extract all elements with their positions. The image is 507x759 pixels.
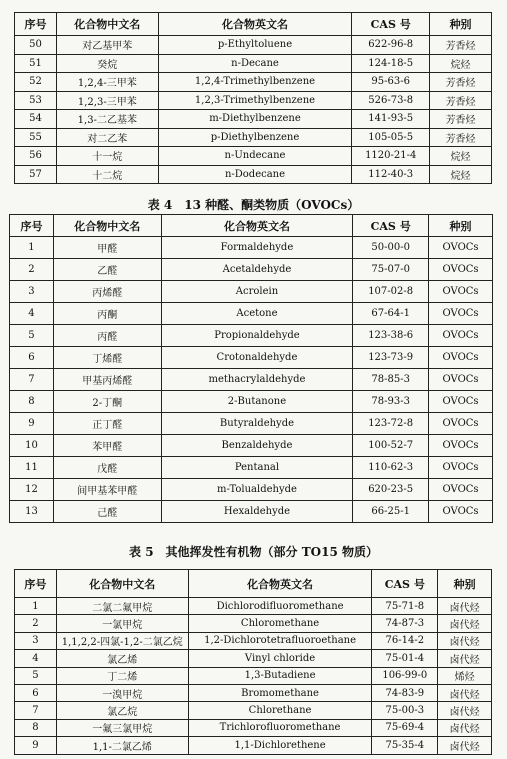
- cell-cas-number: 526-73-8: [352, 91, 430, 110]
- table-row: [10, 413, 493, 435]
- cell-chinese-name: 1,2,3-三甲苯: [56, 91, 158, 110]
- cell-category: 芳香烃: [430, 128, 492, 147]
- table-header-row: [15, 570, 492, 598]
- cell-english-name: m-Tolualdehyde: [161, 479, 353, 501]
- table-row: [15, 632, 492, 649]
- table-row: [15, 128, 492, 147]
- header-category: 种别: [429, 215, 493, 237]
- table-row: [15, 650, 492, 667]
- cell-cas-number: 78-93-3: [353, 391, 429, 413]
- cell-category: 卤代烃: [438, 719, 492, 736]
- cell-index: 10: [10, 435, 54, 457]
- cell-index: 5: [15, 667, 57, 684]
- cell-cas-number: 123-73-9: [353, 347, 429, 369]
- cell-chinese-name: 1,1-二氯乙烯: [56, 737, 188, 754]
- cell-cas-number: 141-93-5: [352, 110, 430, 129]
- cell-cas-number: 622-96-8: [352, 36, 430, 55]
- cell-cas-number: 123-38-6: [353, 325, 429, 347]
- header-english-name: 化合物英文名: [161, 215, 353, 237]
- cell-english-name: n-Decane: [158, 54, 352, 73]
- cell-category: OVOCs: [429, 303, 493, 325]
- table-row: [15, 165, 492, 184]
- cell-category: 芳香烃: [430, 91, 492, 110]
- cell-chinese-name: 甲基丙烯醛: [53, 369, 161, 391]
- cell-cas-number: 50-00-0: [353, 237, 429, 259]
- cell-index: 57: [15, 165, 57, 184]
- cell-english-name: Acrolein: [161, 281, 353, 303]
- cell-chinese-name: 1,2,4-三甲苯: [56, 73, 158, 92]
- header-cas-number: CAS 号: [372, 570, 438, 598]
- cell-cas-number: 75-07-0: [353, 259, 429, 281]
- cell-english-name: 1,2-Dichlorotetrafluoroethane: [188, 632, 372, 649]
- cell-chinese-name: 乙醛: [53, 259, 161, 281]
- cell-english-name: Dichlorodifluoromethane: [188, 598, 372, 615]
- cell-index: 12: [10, 479, 54, 501]
- cell-cas-number: 106-99-0: [372, 667, 438, 684]
- cell-index: 51: [15, 54, 57, 73]
- table-row: [15, 91, 492, 110]
- cell-cas-number: 124-18-5: [352, 54, 430, 73]
- table-header-row: [10, 215, 493, 237]
- cell-index: 13: [10, 501, 54, 523]
- table-row: [10, 479, 493, 501]
- cell-cas-number: 74-87-3: [372, 615, 438, 632]
- cell-cas-number: 620-23-5: [353, 479, 429, 501]
- table-row: [15, 684, 492, 701]
- cell-cas-number: 112-40-3: [352, 165, 430, 184]
- cell-cas-number: 100-52-7: [353, 435, 429, 457]
- table-row: [15, 598, 492, 615]
- cell-english-name: Vinyl chloride: [188, 650, 372, 667]
- table-row: [15, 702, 492, 719]
- cell-index: 55: [15, 128, 57, 147]
- cell-category: OVOCs: [429, 237, 493, 259]
- cell-chinese-name: 1,1,2,2-四氯-1,2-二氯乙烷: [56, 632, 188, 649]
- cell-index: 6: [15, 684, 57, 701]
- cell-index: 4: [10, 303, 54, 325]
- cell-category: 卤代烃: [438, 632, 492, 649]
- cell-index: 5: [10, 325, 54, 347]
- table-row: [15, 615, 492, 632]
- cell-index: 52: [15, 73, 57, 92]
- header-category: 种别: [430, 13, 492, 36]
- cell-english-name: Acetone: [161, 303, 353, 325]
- cell-index: 56: [15, 147, 57, 166]
- header-cas-number: CAS 号: [352, 13, 430, 36]
- cell-english-name: Propionaldehyde: [161, 325, 353, 347]
- cell-index: 9: [15, 737, 57, 754]
- cell-english-name: 2-Butanone: [161, 391, 353, 413]
- header-category: 种别: [438, 570, 492, 598]
- cell-english-name: Hexaldehyde: [161, 501, 353, 523]
- cell-index: 53: [15, 91, 57, 110]
- table-row: [10, 281, 493, 303]
- table5-caption: 表 5 其他挥发性有机物（部分 TO15 物质）: [129, 545, 378, 559]
- header-index: 序号: [15, 13, 57, 36]
- cell-chinese-name: 丁烯醛: [53, 347, 161, 369]
- cell-english-name: Benzaldehyde: [161, 435, 353, 457]
- cell-english-name: Acetaldehyde: [161, 259, 353, 281]
- cell-index: 3: [15, 632, 57, 649]
- cell-category: OVOCs: [429, 479, 493, 501]
- table-row: [10, 369, 493, 391]
- cell-chinese-name: 丁二烯: [56, 667, 188, 684]
- cell-chinese-name: 2-丁酮: [53, 391, 161, 413]
- cell-category: 芳香烃: [430, 73, 492, 92]
- table-row: [10, 259, 493, 281]
- cell-chinese-name: 对二乙苯: [56, 128, 158, 147]
- cell-chinese-name: 一氟三氯甲烷: [56, 719, 188, 736]
- header-index: 序号: [15, 570, 57, 598]
- cell-english-name: n-Dodecane: [158, 165, 352, 184]
- cell-chinese-name: 十一烷: [56, 147, 158, 166]
- cell-index: 54: [15, 110, 57, 129]
- cell-category: OVOCs: [429, 347, 493, 369]
- cell-english-name: Bromomethane: [188, 684, 372, 701]
- cell-category: 卤代烃: [438, 650, 492, 667]
- cell-english-name: Chloromethane: [188, 615, 372, 632]
- cell-index: 3: [10, 281, 54, 303]
- cell-chinese-name: 癸烷: [56, 54, 158, 73]
- table-row: [10, 347, 493, 369]
- cell-english-name: Trichlorofluoromethane: [188, 719, 372, 736]
- cell-cas-number: 75-01-4: [372, 650, 438, 667]
- table-row: [15, 147, 492, 166]
- cell-category: OVOCs: [429, 325, 493, 347]
- other-voc-table: [14, 569, 492, 755]
- cell-chinese-name: 己醛: [53, 501, 161, 523]
- aromatic-alkane-table: [14, 12, 492, 184]
- table-row: [15, 54, 492, 73]
- table-row: [15, 737, 492, 754]
- cell-category: OVOCs: [429, 281, 493, 303]
- cell-cas-number: 66-25-1: [353, 501, 429, 523]
- cell-english-name: n-Undecane: [158, 147, 352, 166]
- cell-chinese-name: 二氯二氟甲烷: [56, 598, 188, 615]
- cell-category: 芳香烃: [430, 36, 492, 55]
- cell-chinese-name: 戊醛: [53, 457, 161, 479]
- cell-index: 4: [15, 650, 57, 667]
- table-header-row: [15, 13, 492, 36]
- header-index: 序号: [10, 215, 54, 237]
- cell-english-name: Formaldehyde: [161, 237, 353, 259]
- cell-category: 卤代烃: [438, 737, 492, 754]
- cell-index: 8: [10, 391, 54, 413]
- table4-caption: 表 4 13 种醛、酮类物质（OVOCs）: [147, 198, 360, 212]
- table-row: [15, 719, 492, 736]
- cell-chinese-name: 苯甲醛: [53, 435, 161, 457]
- cell-category: OVOCs: [429, 413, 493, 435]
- header-chinese-name: 化合物中文名: [53, 215, 161, 237]
- cell-cas-number: 75-00-3: [372, 702, 438, 719]
- cell-chinese-name: 正丁醛: [53, 413, 161, 435]
- cell-index: 9: [10, 413, 54, 435]
- cell-category: OVOCs: [429, 391, 493, 413]
- cell-chinese-name: 一溴甲烷: [56, 684, 188, 701]
- cell-chinese-name: 甲醛: [53, 237, 161, 259]
- cell-index: 8: [15, 719, 57, 736]
- cell-category: 烷烃: [430, 54, 492, 73]
- cell-chinese-name: 对乙基甲苯: [56, 36, 158, 55]
- cell-english-name: 1,3-Butadiene: [188, 667, 372, 684]
- cell-category: 烷烃: [430, 147, 492, 166]
- cell-english-name: Chlorethane: [188, 702, 372, 719]
- cell-english-name: 1,2,4-Trimethylbenzene: [158, 73, 352, 92]
- cell-chinese-name: 间甲基苯甲醛: [53, 479, 161, 501]
- table-row: [15, 73, 492, 92]
- header-cas-number: CAS 号: [353, 215, 429, 237]
- cell-english-name: p-Diethylbenzene: [158, 128, 352, 147]
- cell-english-name: methacrylaldehyde: [161, 369, 353, 391]
- cell-cas-number: 123-72-8: [353, 413, 429, 435]
- table-row: [10, 501, 493, 523]
- cell-category: 烷烃: [430, 165, 492, 184]
- header-english-name: 化合物英文名: [188, 570, 372, 598]
- cell-category: 芳香烃: [430, 110, 492, 129]
- cell-index: 1: [10, 237, 54, 259]
- cell-chinese-name: 十二烷: [56, 165, 158, 184]
- cell-chinese-name: 一氯甲烷: [56, 615, 188, 632]
- cell-cas-number: 76-14-2: [372, 632, 438, 649]
- cell-category: OVOCs: [429, 501, 493, 523]
- cell-index: 11: [10, 457, 54, 479]
- cell-category: OVOCs: [429, 435, 493, 457]
- table-row: [10, 237, 493, 259]
- cell-category: OVOCs: [429, 259, 493, 281]
- cell-chinese-name: 氯乙烷: [56, 702, 188, 719]
- cell-category: OVOCs: [429, 369, 493, 391]
- cell-english-name: Butyraldehyde: [161, 413, 353, 435]
- cell-category: 卤代烃: [438, 615, 492, 632]
- cell-cas-number: 75-69-4: [372, 719, 438, 736]
- cell-index: 2: [10, 259, 54, 281]
- cell-category: 卤代烃: [438, 684, 492, 701]
- ovocs-table: [9, 214, 493, 523]
- cell-cas-number: 110-62-3: [353, 457, 429, 479]
- cell-english-name: m-Diethylbenzene: [158, 110, 352, 129]
- cell-english-name: 1,2,3-Trimethylbenzene: [158, 91, 352, 110]
- cell-index: 2: [15, 615, 57, 632]
- cell-category: OVOCs: [429, 457, 493, 479]
- cell-english-name: p-Ethyltoluene: [158, 36, 352, 55]
- table-row: [15, 36, 492, 55]
- cell-cas-number: 105-05-5: [352, 128, 430, 147]
- cell-chinese-name: 氯乙烯: [56, 650, 188, 667]
- table-row: [10, 457, 493, 479]
- table-row: [10, 391, 493, 413]
- table-row: [10, 325, 493, 347]
- table-row: [15, 667, 492, 684]
- cell-index: 50: [15, 36, 57, 55]
- table-row: [10, 303, 493, 325]
- cell-index: 7: [10, 369, 54, 391]
- cell-chinese-name: 1,3-二乙基苯: [56, 110, 158, 129]
- cell-cas-number: 75-71-8: [372, 598, 438, 615]
- cell-category: 烯烃: [438, 667, 492, 684]
- cell-index: 1: [15, 598, 57, 615]
- cell-cas-number: 95-63-6: [352, 73, 430, 92]
- cell-category: 卤代烃: [438, 702, 492, 719]
- header-chinese-name: 化合物中文名: [56, 570, 188, 598]
- table-row: [10, 435, 493, 457]
- cell-cas-number: 74-83-9: [372, 684, 438, 701]
- cell-cas-number: 107-02-8: [353, 281, 429, 303]
- cell-chinese-name: 丙酮: [53, 303, 161, 325]
- cell-cas-number: 75-35-4: [372, 737, 438, 754]
- table-row: [15, 110, 492, 129]
- cell-category: 卤代烃: [438, 598, 492, 615]
- cell-english-name: 1,1-Dichlorethene: [188, 737, 372, 754]
- cell-english-name: Pentanal: [161, 457, 353, 479]
- cell-index: 7: [15, 702, 57, 719]
- cell-index: 6: [10, 347, 54, 369]
- cell-cas-number: 67-64-1: [353, 303, 429, 325]
- cell-cas-number: 78-85-3: [353, 369, 429, 391]
- header-chinese-name: 化合物中文名: [56, 13, 158, 36]
- header-english-name: 化合物英文名: [158, 13, 352, 36]
- cell-cas-number: 1120-21-4: [352, 147, 430, 166]
- cell-chinese-name: 丙醛: [53, 325, 161, 347]
- cell-chinese-name: 丙烯醛: [53, 281, 161, 303]
- cell-english-name: Crotonaldehyde: [161, 347, 353, 369]
